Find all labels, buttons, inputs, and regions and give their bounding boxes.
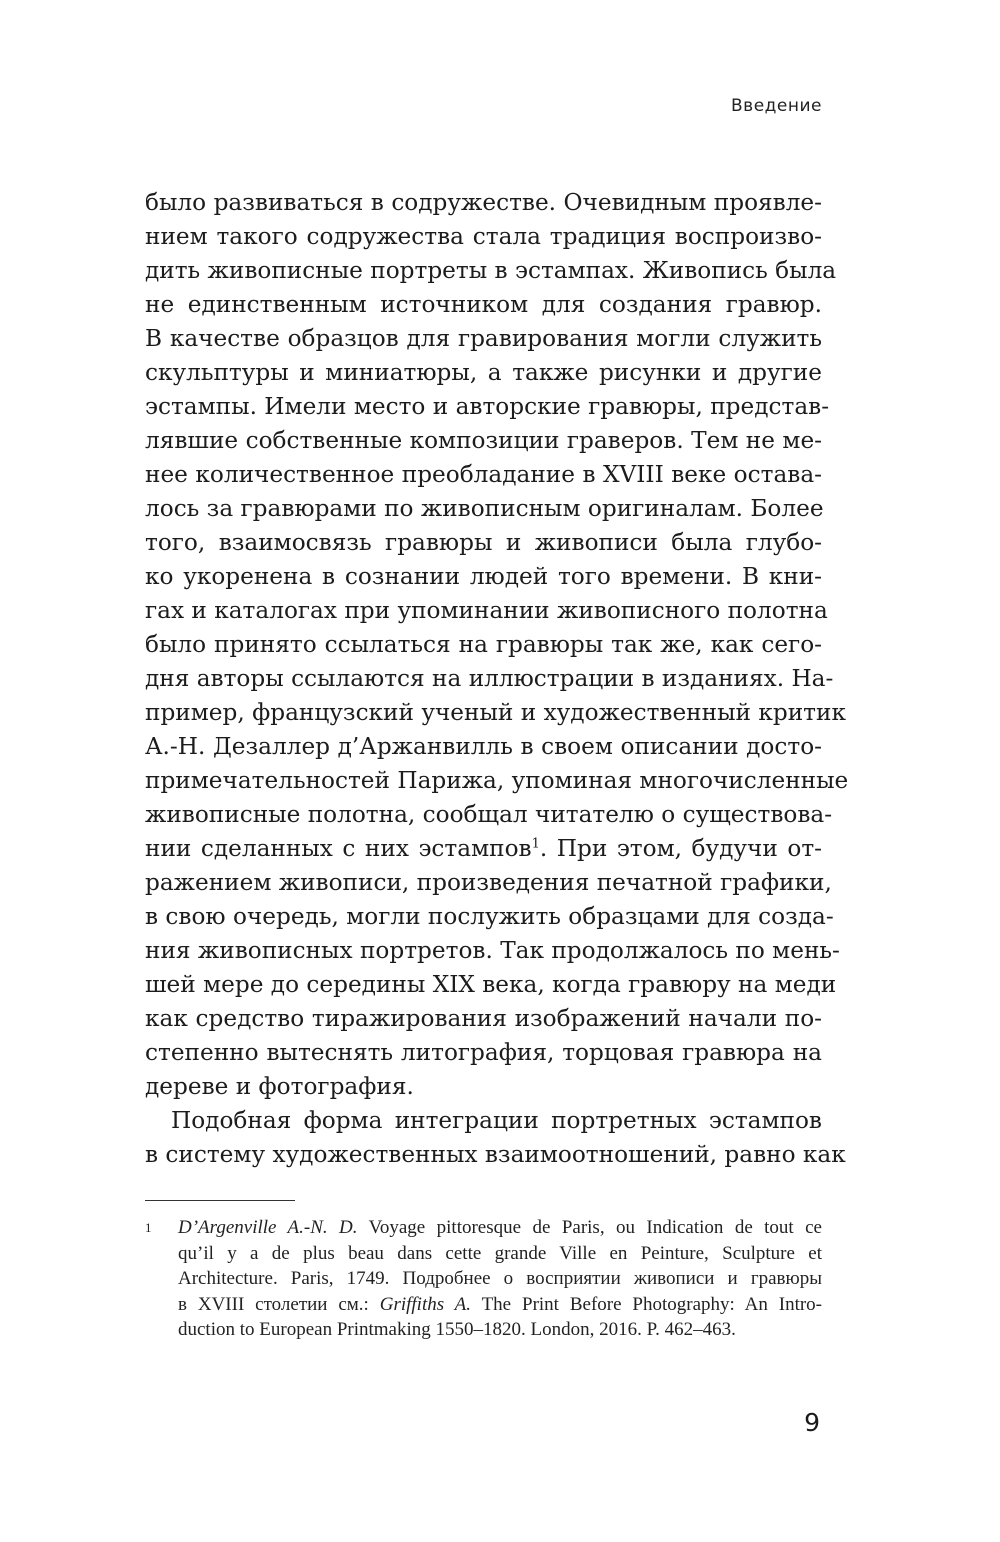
text-line: гах и каталогах при упоминании живописного полотна: [145, 597, 828, 624]
text-line: нее количественное преобладание в XVIII веке остава-: [145, 461, 822, 488]
running-head: Введение: [731, 96, 822, 116]
footnote-line: [178, 1215, 822, 1241]
text-line: как средство тиражирования изображений начали по-: [145, 1005, 822, 1032]
footnote-line: [178, 1292, 822, 1318]
text-line: лявшие собственные композиции граверов. Тем не ме-: [145, 427, 822, 454]
footnote-ref[interactable]: 1: [531, 836, 540, 852]
text-line: дереве и фотография.: [145, 1073, 414, 1100]
text-line-with-footnote-ref: [145, 832, 822, 866]
text-fragment: . При этом, будучи от-: [539, 835, 822, 862]
footnote-author: D’Argenville A.-N. D.: [178, 1217, 358, 1238]
text-fragment: Voyage pittoresque de Paris, ou Indication de tout ce: [357, 1217, 822, 1238]
text-line: А.-Н. Дезаллер д’Аржанвилль в своем описании досто-: [145, 733, 822, 760]
paragraph-1: [145, 186, 849, 1104]
footnote-line: qu’il y a de plus beau dans cette grande Ville en Peinture, Sculpture et: [178, 1242, 822, 1264]
body-text: [145, 186, 849, 1172]
text-line: было принято ссылаться на гравюры так же, как сего-: [145, 631, 822, 658]
text-line: живописные полотна, сообщал читателю о существова-: [145, 801, 833, 828]
text-fragment: в XVIII столетии см.:: [178, 1293, 380, 1315]
footnote-line: Architecture. Paris, 1749. Подробнее о восприятии живописи и гравюры: [178, 1268, 822, 1290]
text-line: в свою очередь, могли послужить образцами для созда-: [145, 903, 834, 930]
text-line: В качестве образцов для гравирования могли служить: [145, 325, 822, 352]
text-line: эстампы. Имели место и авторские гравюры, представ-: [145, 393, 830, 420]
footnote-divider: [145, 1200, 295, 1201]
text-line: шей мере до середины XIX века, когда гравюру на меди: [145, 971, 837, 998]
text-line: скульптуры и миниатюры, а также рисунки и другие: [145, 359, 822, 386]
text-line: ражением живописи, произведения печатной графики,: [145, 869, 832, 896]
footnote: [145, 1215, 822, 1343]
text-line: нием такого содружества стала традиция воспроизво-: [145, 223, 822, 250]
text-line: ния живописных портретов. Так продолжалось по мень-: [145, 937, 840, 964]
text-line: было развиваться в содружестве. Очевидным проявле-: [145, 189, 822, 216]
paragraph-2: [145, 1104, 846, 1172]
text-line: того, взаимосвязь гравюры и живописи была глубо-: [145, 529, 822, 556]
text-line: степенно вытеснять литография, торцовая гравюра на: [145, 1039, 822, 1066]
footnote-number: 1: [145, 1220, 152, 1235]
text-line: дня авторы ссылаются на иллюстрации в изданиях. На-: [145, 665, 834, 692]
text-line: пример, французский ученый и художественный критик: [145, 699, 846, 726]
text-line: Подобная форма интеграции портретных эстампов: [171, 1107, 822, 1134]
page-number: 9: [804, 1408, 820, 1437]
text-fragment: The Print Before Photography: An Intro-: [471, 1293, 822, 1315]
text-line: дить живописные портреты в эстампах. Живопись была: [145, 257, 837, 284]
footnote-line: duction to European Printmaking 1550–1820. London, 2016. P. 462–463.: [178, 1319, 736, 1341]
text-fragment: нии сделанных с них эстампов: [145, 835, 532, 862]
text-line: лось за гравюрами по живописным оригиналам. Более: [145, 495, 824, 522]
footnote-text: [178, 1215, 822, 1343]
footnote-author: Griffiths A.: [379, 1293, 472, 1315]
text-line: в систему художественных взаимоотношений, равно как: [145, 1141, 846, 1168]
text-line: ко укоренена в сознании людей того времени. В кни-: [145, 563, 822, 590]
text-line: примечательностей Парижа, упоминая многочисленные: [145, 767, 849, 794]
text-line: не единственным источником для создания гравюр.: [145, 291, 822, 318]
